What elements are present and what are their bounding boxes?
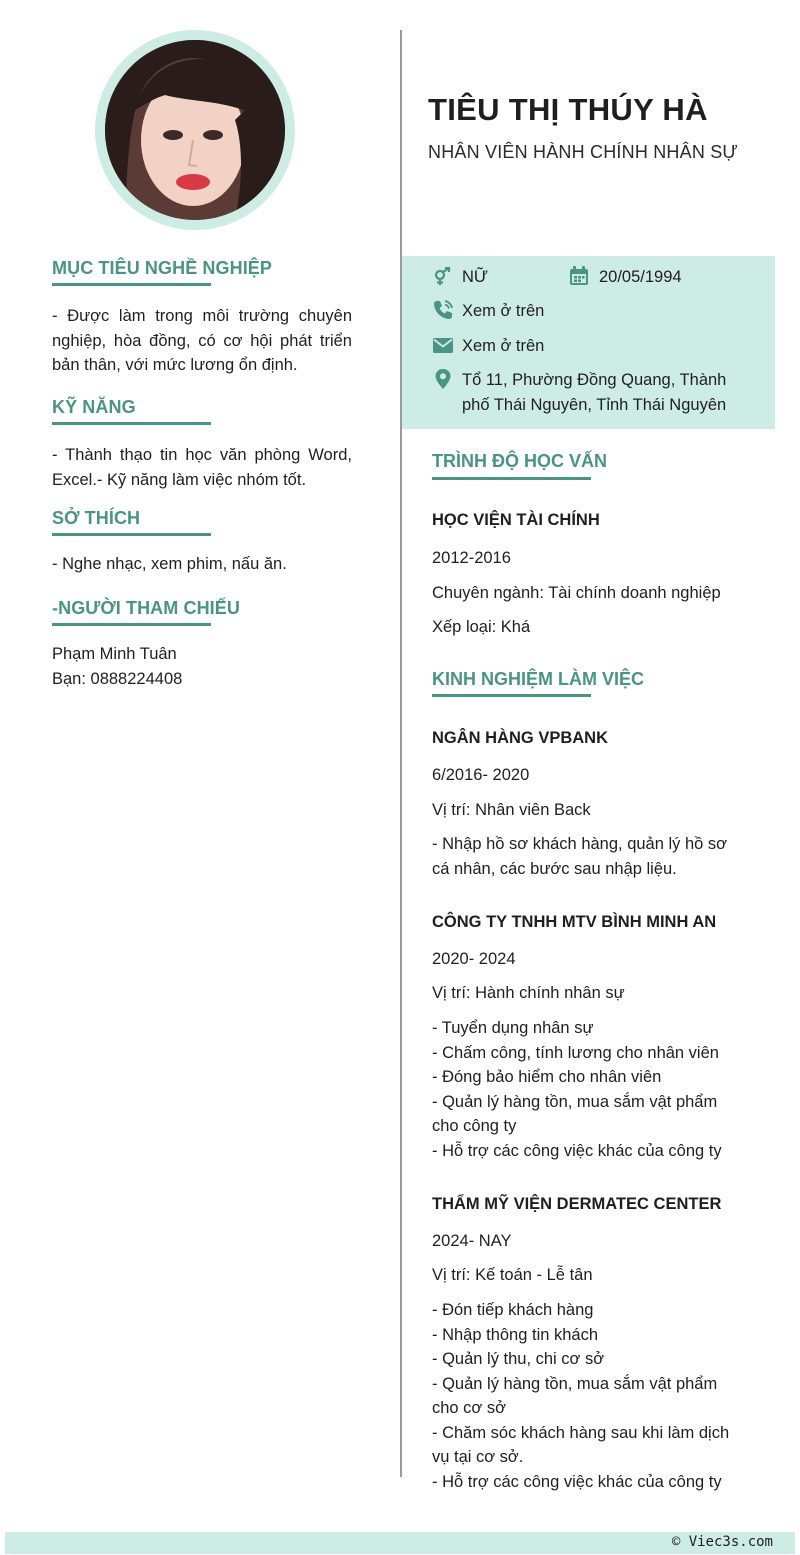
candidate-role: NHÂN VIÊN HÀNH CHÍNH NHÂN SỰ	[428, 142, 739, 162]
job-duty: - Đón tiếp khách hàng	[432, 1301, 594, 1319]
avatar-ring	[95, 30, 295, 230]
skills-title: KỸ NĂNG	[52, 397, 136, 417]
job-duty: vụ tại cơ sở.	[432, 1448, 524, 1466]
job-company: THẨM MỸ VIỆN DERMATEC CENTER	[432, 1195, 722, 1213]
address-line-2: phố Thái Nguyên, Tỉnh Thái Nguyên	[462, 396, 727, 414]
envelope-icon	[433, 335, 453, 355]
hobbies-underline	[52, 533, 211, 536]
job-position: Vị trí: Nhân viên Back	[432, 801, 591, 819]
objective-line: - Được làm trong môi trường chuyên	[52, 307, 352, 325]
experience-title: KINH NGHIỆM LÀM VIỆC	[432, 669, 645, 689]
job-duty: - Nhập hồ sơ khách hàng, quản lý hồ sơ	[432, 835, 727, 853]
job-description	[432, 1016, 752, 1163]
education-underline	[432, 477, 591, 480]
objective-section	[52, 258, 352, 378]
objective-underline	[52, 283, 211, 286]
calendar-icon	[569, 266, 589, 286]
job-duty: cho công ty	[432, 1117, 517, 1135]
education-school: HỌC VIỆN TÀI CHÍNH	[432, 511, 600, 529]
job-duty: - Tuyển dụng nhân sự	[432, 1019, 594, 1037]
birthdate-value: 20/05/1994	[599, 268, 682, 286]
gender-icon	[433, 267, 453, 287]
skills-line: - Thành thạo tin học văn phòng Word,	[52, 446, 352, 464]
objective-line: bản thân, với mức lương ổn định.	[52, 356, 298, 374]
job-period: 6/2016- 2020	[432, 766, 530, 784]
job-duty: - Chăm sóc khách hàng sau khi làm dịch	[432, 1423, 730, 1442]
job-description	[432, 832, 752, 881]
references-underline	[52, 623, 211, 626]
gender-value: NỮ	[462, 268, 489, 286]
job-duty: - Đóng bảo hiểm cho nhân viên	[432, 1068, 662, 1086]
reference-name: Phạm Minh Tuân	[52, 645, 177, 663]
job-position: Vị trí: Hành chính nhân sự	[432, 984, 625, 1002]
references-title: -NGƯỜI THAM CHIẾU	[52, 598, 240, 618]
reference-phone: Bạn: 0888224408	[52, 669, 183, 688]
skills-text	[52, 443, 352, 492]
job-period: 2024- NAY	[432, 1232, 512, 1250]
job-duty: cá nhân, các bước sau nhập liệu.	[432, 859, 677, 878]
job-position: Vị trí: Kế toán - Lễ tân	[432, 1266, 593, 1284]
objective-line: nghiệp, hòa đồng, có cơ hội phát triển	[52, 331, 352, 350]
education-title: TRÌNH ĐỘ HỌC VẤN	[432, 451, 607, 471]
objective-title: MỤC TIÊU NGHỀ NGHIỆP	[52, 258, 273, 278]
footer-bar	[5, 1532, 795, 1554]
skills-line: Excel.- Kỹ năng làm việc nhóm tốt.	[52, 470, 307, 489]
job-duty: - Hỗ trợ các công việc khác của công ty	[432, 1141, 722, 1160]
skills-section	[52, 397, 352, 492]
personal-info-panel	[402, 256, 775, 429]
skills-underline	[52, 422, 211, 425]
job-company: CÔNG TY TNHH MTV BÌNH MINH AN	[432, 913, 717, 931]
education-years: 2012-2016	[432, 549, 511, 567]
job-duty: - Nhập thông tin khách	[432, 1325, 599, 1344]
references-text	[52, 642, 352, 691]
address-line-1: Tổ 11, Phường Đồng Quang, Thành	[462, 371, 727, 389]
hobbies-title: SỞ THÍCH	[52, 508, 141, 528]
avatar-photo	[105, 40, 285, 220]
job-duty: - Hỗ trợ các công việc khác của công ty	[432, 1472, 722, 1491]
job-duty: - Quản lý thu, chi cơ sở	[432, 1350, 605, 1368]
job-description	[432, 1298, 752, 1494]
hobbies-text	[52, 552, 352, 577]
hobbies-section	[52, 508, 352, 577]
objective-text	[52, 304, 352, 378]
job-period: 2020- 2024	[432, 950, 516, 968]
avatar	[105, 40, 285, 220]
job-duty: cho cơ sở	[432, 1399, 506, 1417]
column-divider	[400, 30, 402, 1477]
experience-underline	[432, 694, 591, 697]
map-pin-icon	[433, 369, 453, 389]
email-value: Xem ở trên	[462, 337, 545, 355]
education-grade: Xếp loại: Khá	[432, 618, 531, 636]
job-duty: - Quản lý hàng tồn, mua sắm vật phẩm	[432, 1374, 718, 1393]
phone-value: Xem ở trên	[462, 302, 545, 320]
job-duty: - Chấm công, tính lương cho nhân viên	[432, 1043, 719, 1062]
candidate-name: TIÊU THỊ THÚY HÀ	[428, 92, 708, 127]
phone-icon	[433, 300, 453, 320]
education-major: Chuyên ngành: Tài chính doanh nghiệp	[432, 584, 721, 602]
hobbies-line: - Nghe nhạc, xem phim, nấu ăn.	[52, 555, 287, 573]
job-duty: - Quản lý hàng tồn, mua sắm vật phẩm	[432, 1092, 718, 1111]
job-company: NGÂN HÀNG VPBANK	[432, 729, 609, 747]
footer-watermark: © Viec3s.com	[671, 1534, 773, 1550]
references-section	[52, 598, 352, 691]
